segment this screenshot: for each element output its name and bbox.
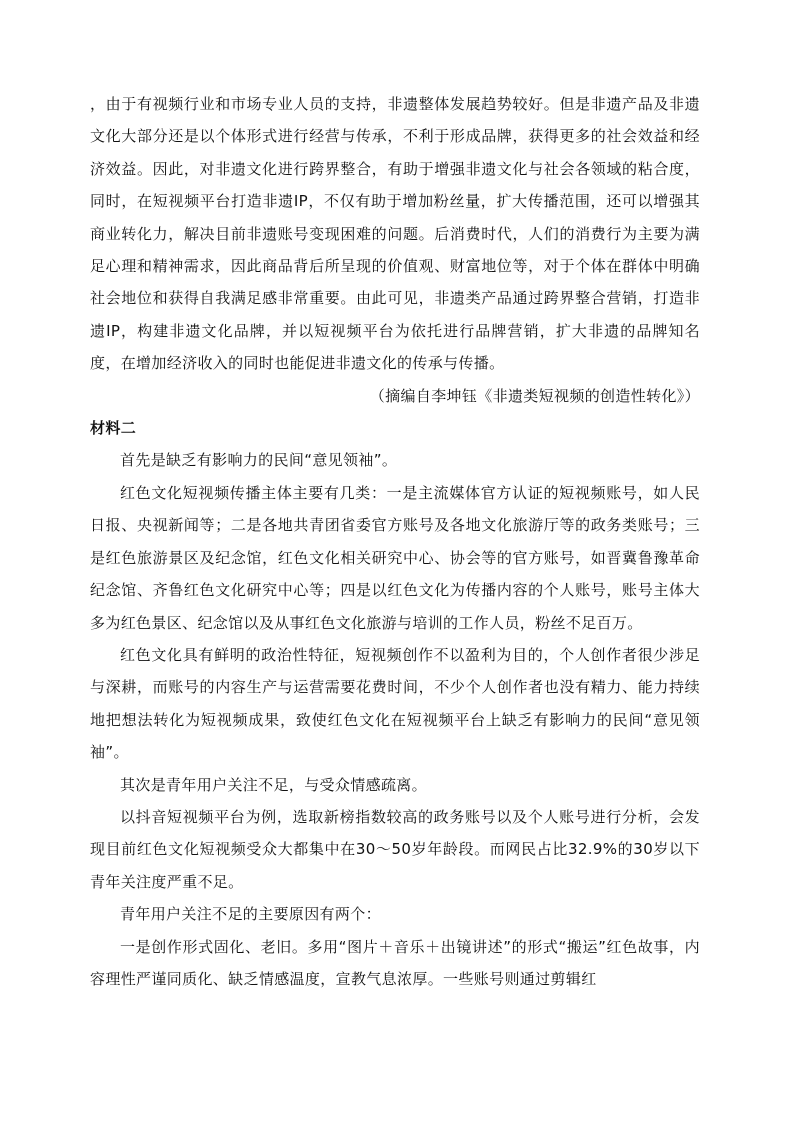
- section-heading-material-two: 材料二: [90, 419, 137, 438]
- paragraph-reason-one: 一是创作形式固化、老旧。多用“图片＋音乐＋出镜讲述”的形式“搬运”红色故事，内容理性严谨同质化、缺乏情感温度，宣教气息浓厚。一些账号则通过剪辑红: [90, 937, 700, 988]
- source-citation: （摘编自李坤钰《非遗类短视频的创造性转化》）: [369, 386, 700, 405]
- document-page: [90, 88, 700, 995]
- paragraph-second-point: 其次是青年用户关注不足，与受众情感疏离。: [120, 775, 428, 794]
- paragraph-political-features: 红色文化具有鲜明的政治性特征，短视频创作不以盈利为目的，个人创作者很少涉足与深耕，而账号的内容生产与运营需要花费时间，不少个人创作者也没有精力、能力持续地把想法转化为短视频成果，致使红色文化在短视频平台上缺乏有影响力的民间“意见领袖”。: [90, 645, 700, 762]
- paragraph-reasons-intro: 青年用户关注不足的主要原因有两个：: [120, 905, 381, 924]
- paragraph-douyin-analysis: 以抖音短视频平台为例，选取新榜指数较高的政务账号以及个人账号进行分析，会发现目前红色文化短视频受众大都集中在30～50岁年龄段。而网民占比32.9%的30岁以下青年关注度严重不足。: [90, 807, 700, 891]
- paragraph-communication-subjects: 红色文化短视频传播主体主要有几类：一是主流媒体官方认证的短视频账号，如人民日报、央视新闻等；二是各地共青团省委官方账号及各地文化旅游厅等的政务类账号；三是红色旅游景区及纪念馆，红色文化相关研究中心、协会等的官方账号，如晋冀鲁豫革命纪念馆、齐鲁红色文化研究中心等；四是以红色文化为传播内容的个人账号，账号主体大多为红色景区、纪念馆以及从事红色文化旅游与培训的工作人员，粉丝不足百万。: [90, 483, 700, 632]
- paragraph-intro-continuation: ，由于有视频行业和市场专业人员的支持，非遗整体发展趋势较好。但是非遗产品及非遗文化大部分还是以个体形式进行经营与传承，不利于形成品牌，获得更多的社会效益和经济效益。因此，对非遗文化进行跨界整合，有助于增强非遗文化与社会各领域的粘合度，同时，在短视频平台打造非遗IP，不仅有助于增加粉丝量，扩大传播范围，还可以增强其商业转化力，解决目前非遗账号变现困难的问题。后消费时代，人们的消费行为主要为满足心理和精神需求，因此商品背后所呈现的价值观、财富地位等，对于个体在群体中明确社会地位和获得自我满足感非常重要。由此可见，非遗类产品通过跨界整合营销，打造非遗IP，构建非遗文化品牌，并以短视频平台为依托进行品牌营销，扩大非遗的品牌知名度，在增加经济收入的同时也能促进非遗文化的传承与传播。: [90, 95, 700, 373]
- paragraph-first-point: 首先是缺乏有影响力的民间“意见领袖”。: [120, 451, 398, 470]
